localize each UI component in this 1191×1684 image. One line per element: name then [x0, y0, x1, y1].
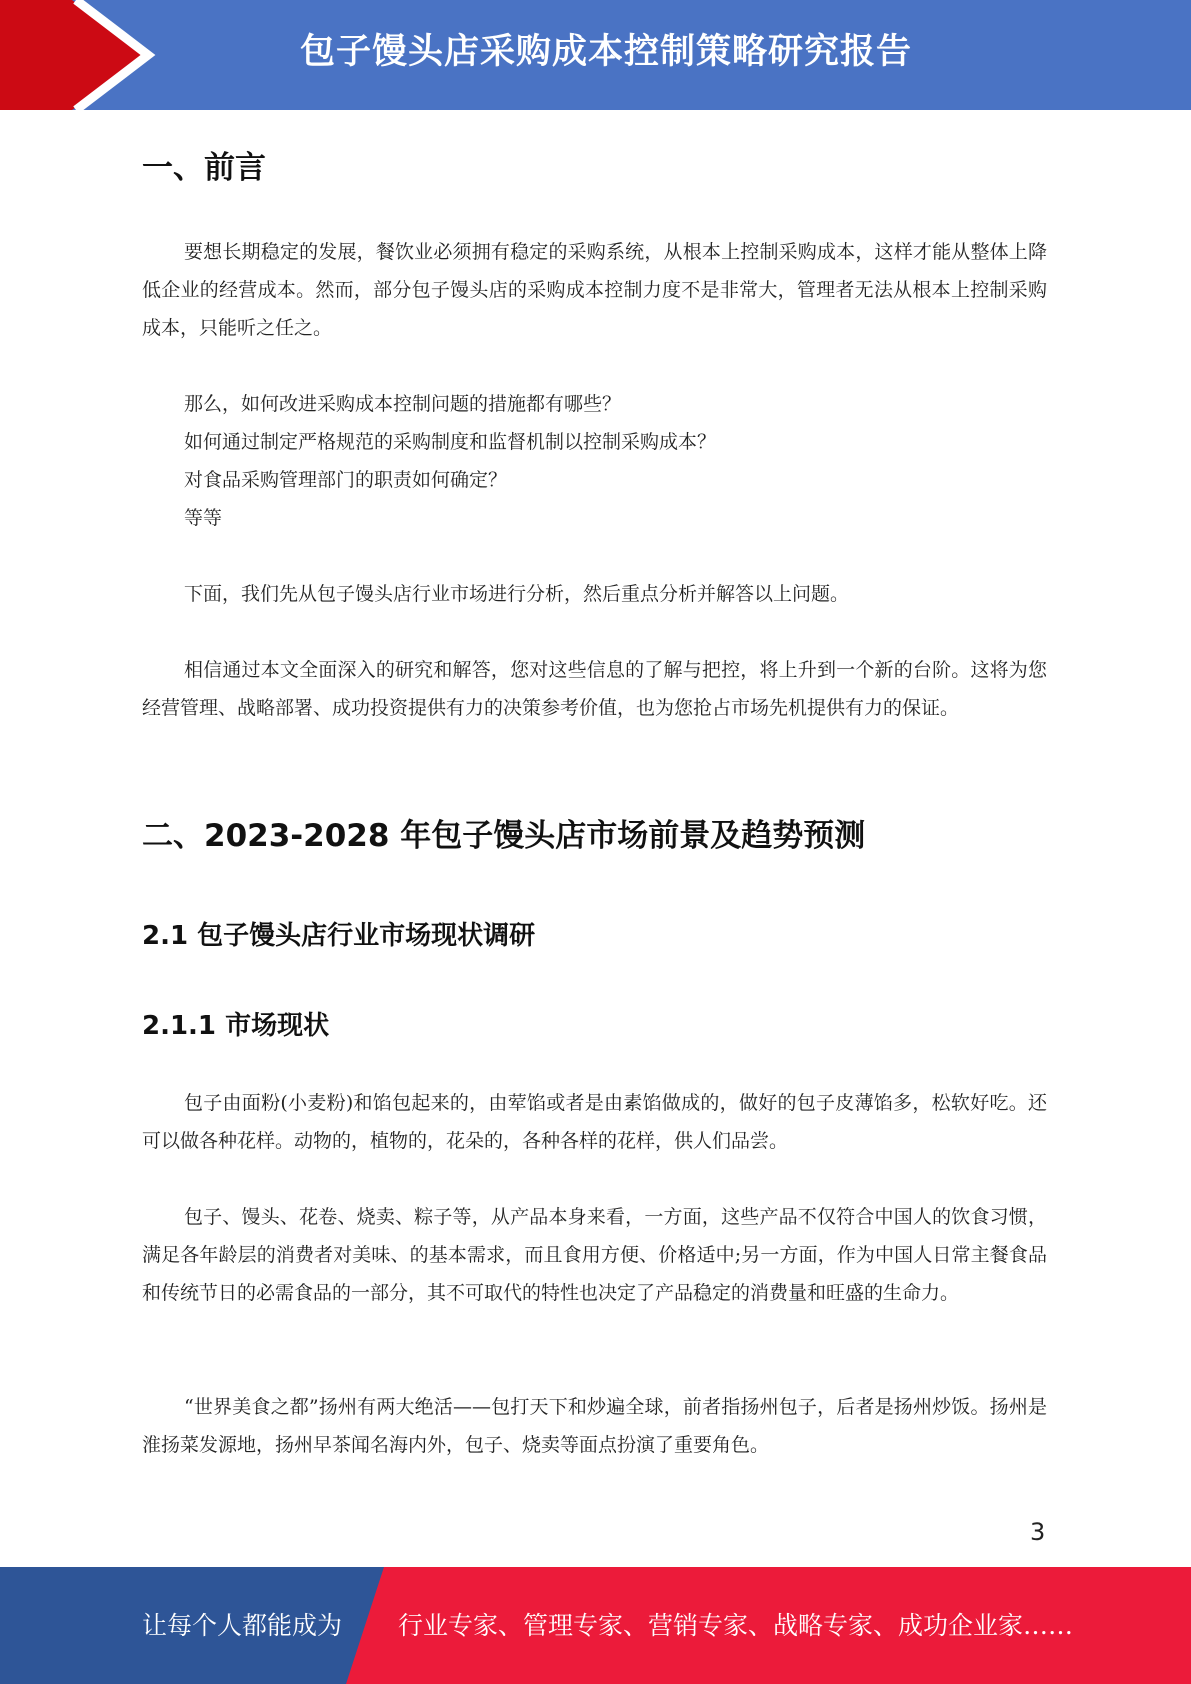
footer-slogan-left: 让每个人都能成为: [142, 1611, 343, 1640]
subsection-heading: 2.1 包子馒头店行业市场现状调研: [142, 921, 536, 951]
question-line-1: 那么，如何改进采购成本控制问题的措施都有哪些？: [184, 393, 622, 415]
intro-paragraph-2: 下面，我们先从包子馒头店行业市场进行分析，然后重点分析并解答以上问题。: [184, 583, 850, 605]
market-paragraph-3: “世界美食之都”扬州有两大绝活——包打天下和炒遍全球，前者指扬州包子，后者是扬州炒饭。扬州是淮扬菜发源地，扬州早茶闻名海内外，包子、烧卖等面点扮演了重要角色。: [142, 1396, 1047, 1456]
subsubsection-heading: 2.1.1 市场现状: [142, 1011, 330, 1041]
header-bar: [0, 0, 1191, 110]
footer-slogan-right: 行业专家、管理专家、营销专家、战略专家、成功企业家……: [398, 1611, 1074, 1640]
red-arrow-shape: [0, 0, 148, 110]
section-heading-intro: 一、前言: [142, 150, 266, 186]
footer-banner: [0, 1567, 1191, 1684]
question-line-2: 如何通过制定严格规范的采购制度和监督机制以控制采购成本？: [184, 431, 717, 453]
market-paragraph-1: 包子由面粉(小麦粉)和馅包起来的，由荤馅或者是由素馅做成的，做好的包子皮薄馅多，松软好吃。还可以做各种花样。动物的，植物的，花朵的，各种各样的花样，供人们品尝。: [142, 1092, 1047, 1152]
market-paragraph-2: 包子、馒头、花卷、烧卖、粽子等，从产品本身来看，一方面，这些产品不仅符合中国人的饮食习惯，满足各年龄层的消费者对美味、的基本需求，而且食用方便、价格适中;另一方面，作为中国人日常主餐食品和传统节日的必需食品的一部分，其不可取代的特性也决定了产品稳定的消费量和旺盛的生命力。: [142, 1206, 1047, 1304]
intro-paragraph-3: 相信通过本文全面深入的研究和解答，您对这些信息的了解与把控，将上升到一个新的台阶。这将为您经营管理、战略部署、成功投资提供有力的决策参考价值，也为您抢占市场先机提供有力的保证。: [142, 659, 1047, 719]
question-line-4: 等等: [184, 507, 223, 529]
page-number: 3: [1030, 1518, 1046, 1546]
report-title: 包子馒头店采购成本控制策略研究报告: [300, 32, 913, 72]
red-arrow-icon: [0, 0, 160, 110]
section-heading-market: 二、2023-2028 年包子馒头店市场前景及趋势预测: [142, 818, 866, 854]
intro-paragraph-1: 要想长期稳定的发展，餐饮业必须拥有稳定的采购系统，从根本上控制采购成本，这样才能从整体上降低企业的经营成本。然而，部分包子馒头店的采购成本控制力度不是非常大，管理者无法从根本上控制采购成本，只能听之任之。: [142, 241, 1047, 339]
question-line-3: 对食品采购管理部门的职责如何确定？: [184, 469, 508, 491]
